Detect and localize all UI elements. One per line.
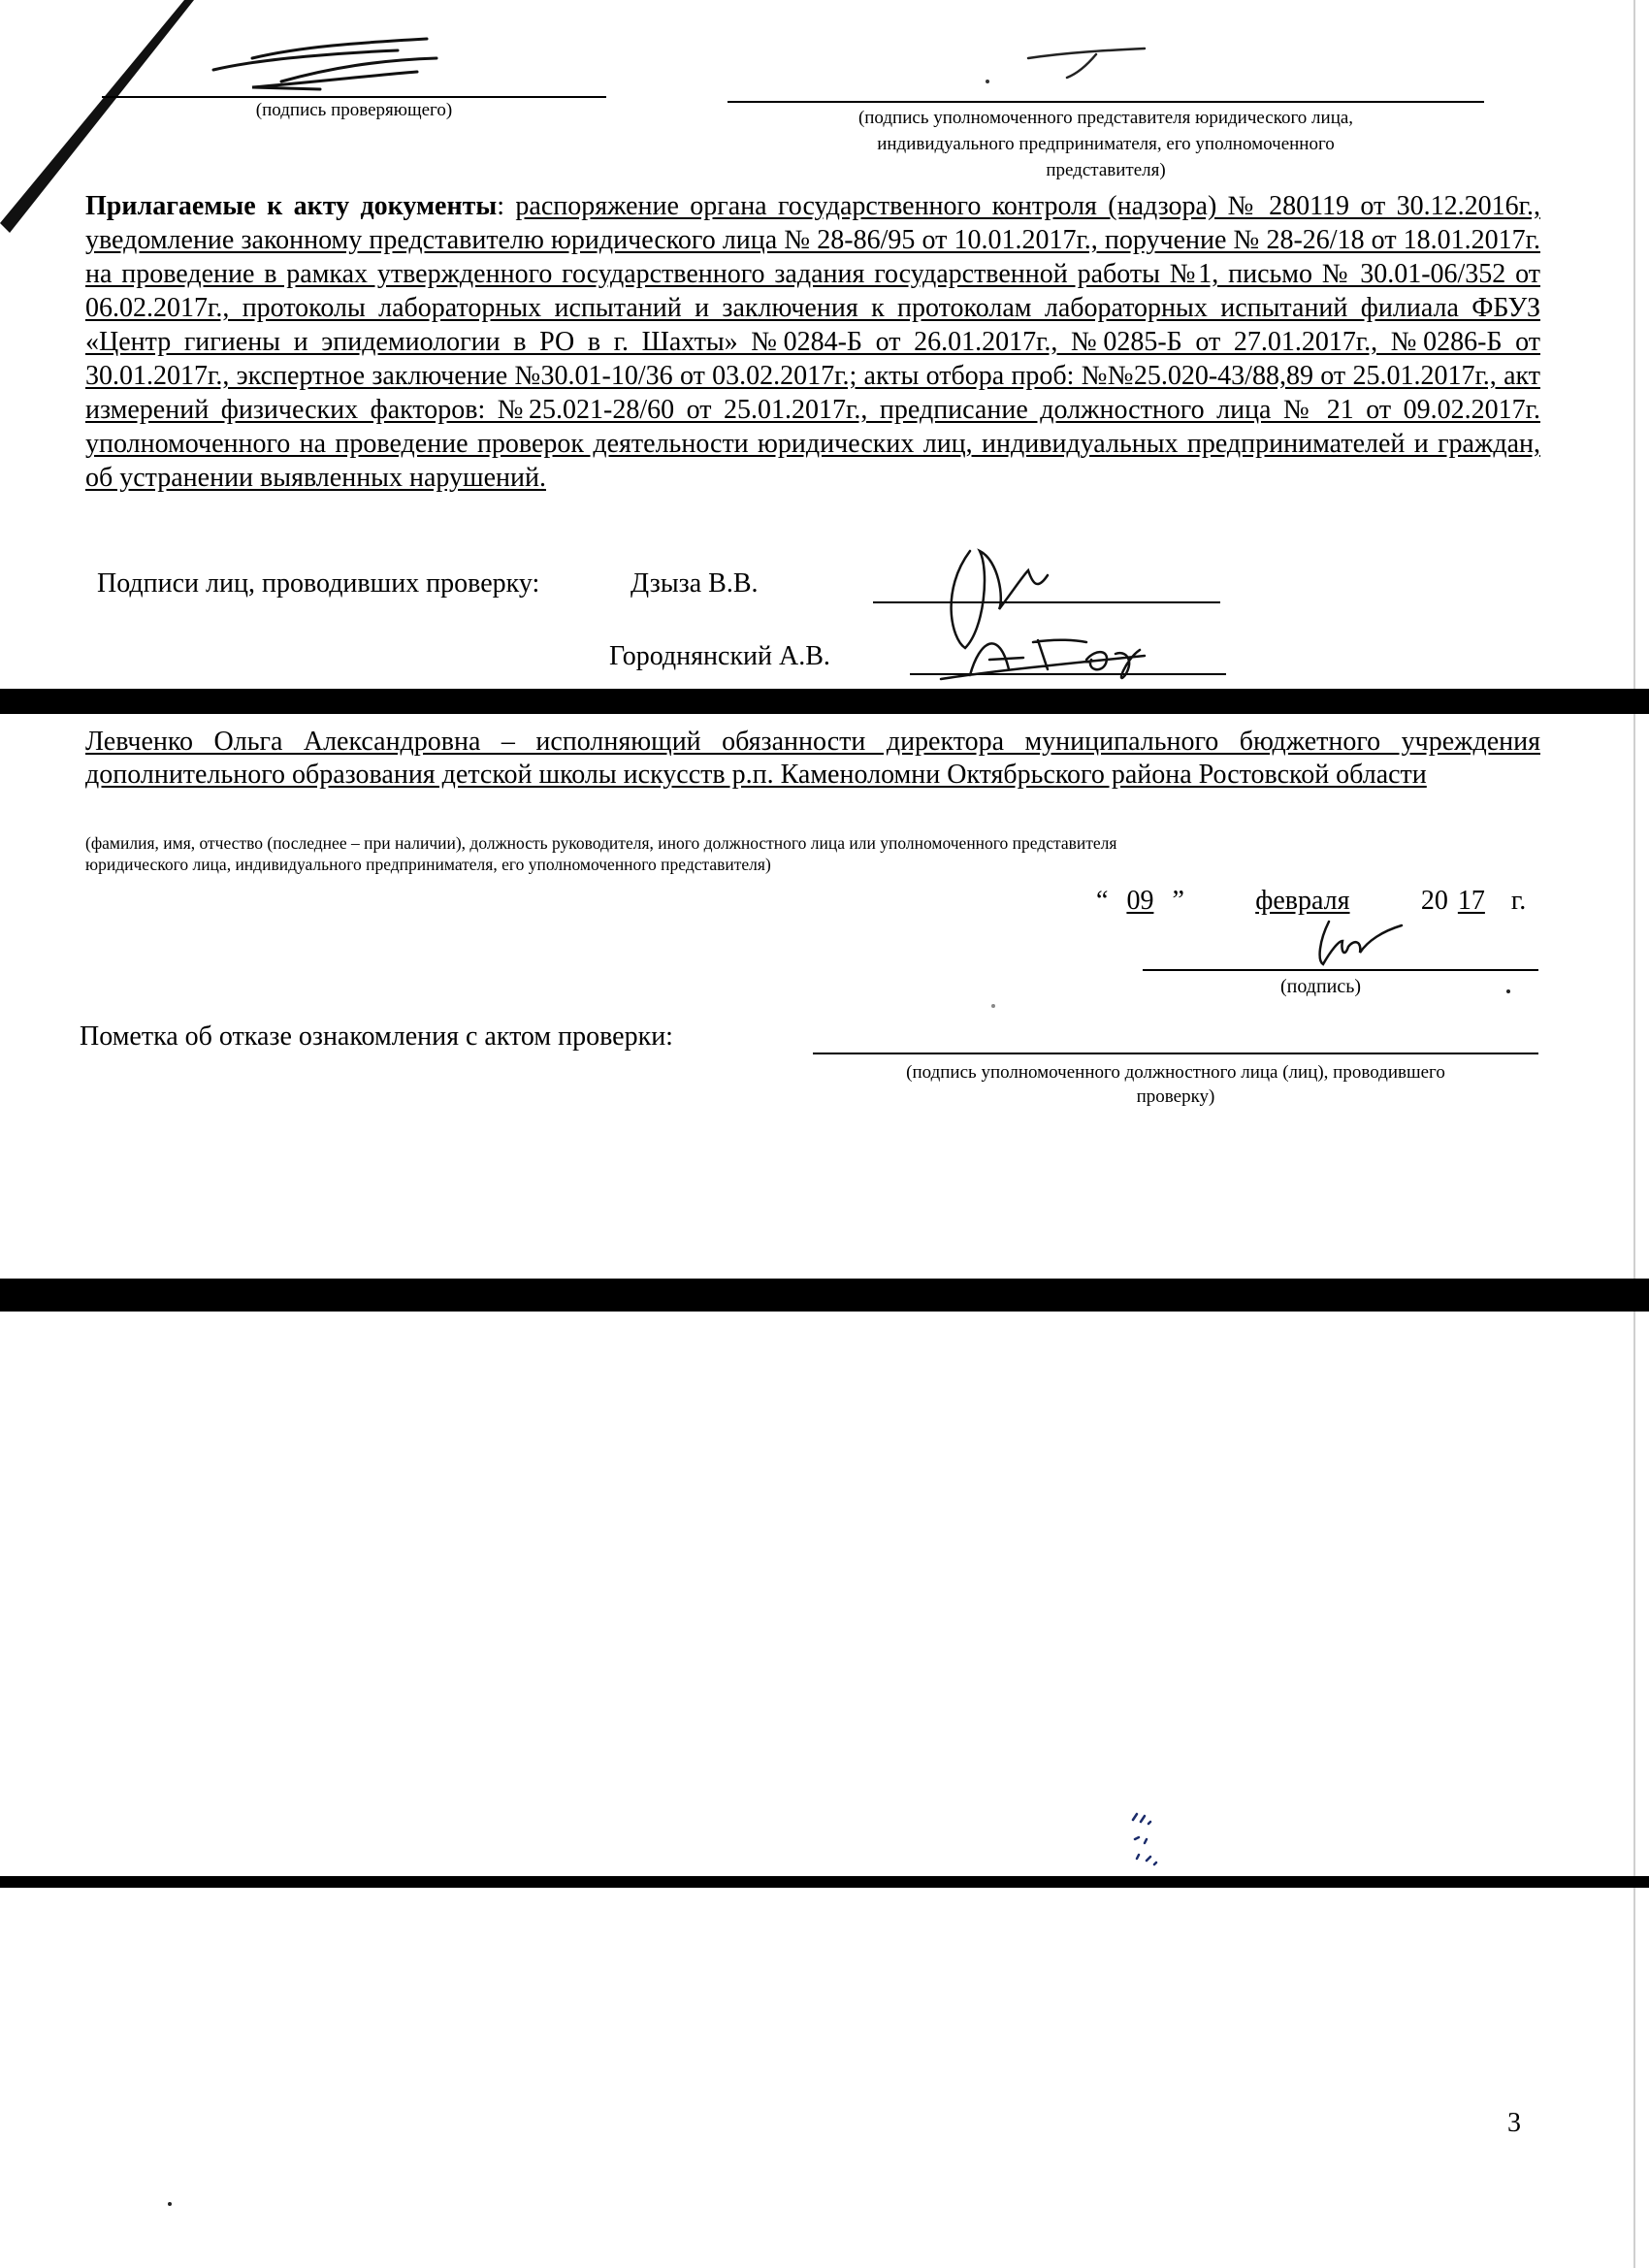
attached-documents-paragraph: [85, 189, 1540, 495]
acquainted-caption-line1: (фамилия, имя, отчество (последнее – при наличии), должность руководителя, иного должностного лица или уполномоченного представителя: [85, 833, 1117, 853]
acquainted-person: Левченко Ольга Александровна – исполняющий обязанности директора муниципального бюджетного учреждения дополнительного образования детской школы искусств р.п. Каменоломни Октябрьского района Ростовской области: [85, 727, 1540, 790]
attached-documents-text: распоряжение органа государственного контроля (надзора) № 280119 от 30.12.2016г., уведомление законному представителю юридического лица № 28-86/95 от 10.01.2017г., поручение № 28-26/18 от 18.01.2017г. на проведение в рамках утвержденного государственного задания государственной работы №1, письмо № 30.01-06/352 от 06.02.2017г., протоколы лабораторных испытаний и заключения к протоколам лабораторных испытаний филиала ФБУЗ «Центр гигиены и эпидемиологии в РО в г. Шахты» №0284-Б от 26.01.2017г., №0285-Б от 27.01.2017г., №0286-Б от 30.01.2017г., экспертное заключение №30.01-10/36 от 03.02.2017г.; акты отбора проб: №№25.020-43/88,89 от 25.01.2017г., акт измерений физических факторов: №25.021-28/60 от 25.01.2017г., предписание должностного лица № 21 от 09.02.2017г. уполномоченного на проведение проверок деятельности юридических лиц, индивидуальных предпринимателей и граждан, об устранении выявленных нарушений.: [85, 191, 1540, 493]
representative-caption-line1: (подпись уполномоченного представителя юридического лица,: [857, 108, 1354, 128]
scan-black-bar-middle: [0, 1279, 1649, 1312]
date-open-quote: “: [1096, 886, 1109, 916]
date-month: февраля: [1255, 886, 1350, 916]
attached-documents-separator: :: [497, 191, 516, 221]
refusal-caption-line2: проверку): [1136, 1086, 1215, 1107]
date-close-quote: ”: [1172, 886, 1184, 916]
acquainted-signature: [1310, 912, 1416, 970]
inspector-name-2: Городнянский А.В.: [609, 641, 830, 671]
representative-caption-line2: индивидуального предпринимателя, его уполномоченного: [877, 134, 1335, 154]
date-year-suffix: 17: [1457, 886, 1485, 916]
refusal-caption-line1: (подпись уполномоченного должностного лица (лиц), проводившего: [906, 1062, 1445, 1083]
date-day: 09: [1126, 886, 1154, 916]
scan-speck: [168, 2202, 172, 2206]
representative-signature: [980, 45, 1174, 103]
attached-documents-label: Прилагаемые к акту документы: [85, 191, 498, 221]
refusal-signature-line: [813, 1053, 1538, 1054]
inspector-name-1: Дзыза В.В.: [630, 568, 759, 599]
inspector-signature-caption: (подпись проверяющего): [255, 100, 453, 120]
inspector-2-signature: [931, 621, 1164, 689]
inspector-signature: [194, 29, 446, 107]
refusal-label: Пометка об отказе ознакомления с актом проверки:: [80, 1021, 673, 1052]
scan-marks: [1125, 1810, 1174, 1878]
acquainted-caption-line2: юридического лица, индивидуального предпринимателя, его уполномоченного представителя): [85, 855, 771, 874]
inspectors-label: Подписи лиц, проводивших проверку:: [97, 568, 540, 599]
scan-speck: [991, 1004, 995, 1008]
scan-speck: [1506, 989, 1510, 993]
scan-black-bar-lower: [0, 1876, 1649, 1888]
date-year-unit: г.: [1510, 886, 1527, 916]
page-number: 3: [1507, 2108, 1521, 2138]
acquainted-signature-line: [1143, 969, 1538, 971]
scan-right-edge: [1633, 0, 1635, 2268]
date-year-prefix: 20: [1420, 886, 1448, 916]
acquainted-signature-caption: (подпись): [1280, 976, 1362, 997]
representative-caption-line3: представителя): [1046, 160, 1166, 180]
scan-black-bar-top: [0, 689, 1649, 714]
